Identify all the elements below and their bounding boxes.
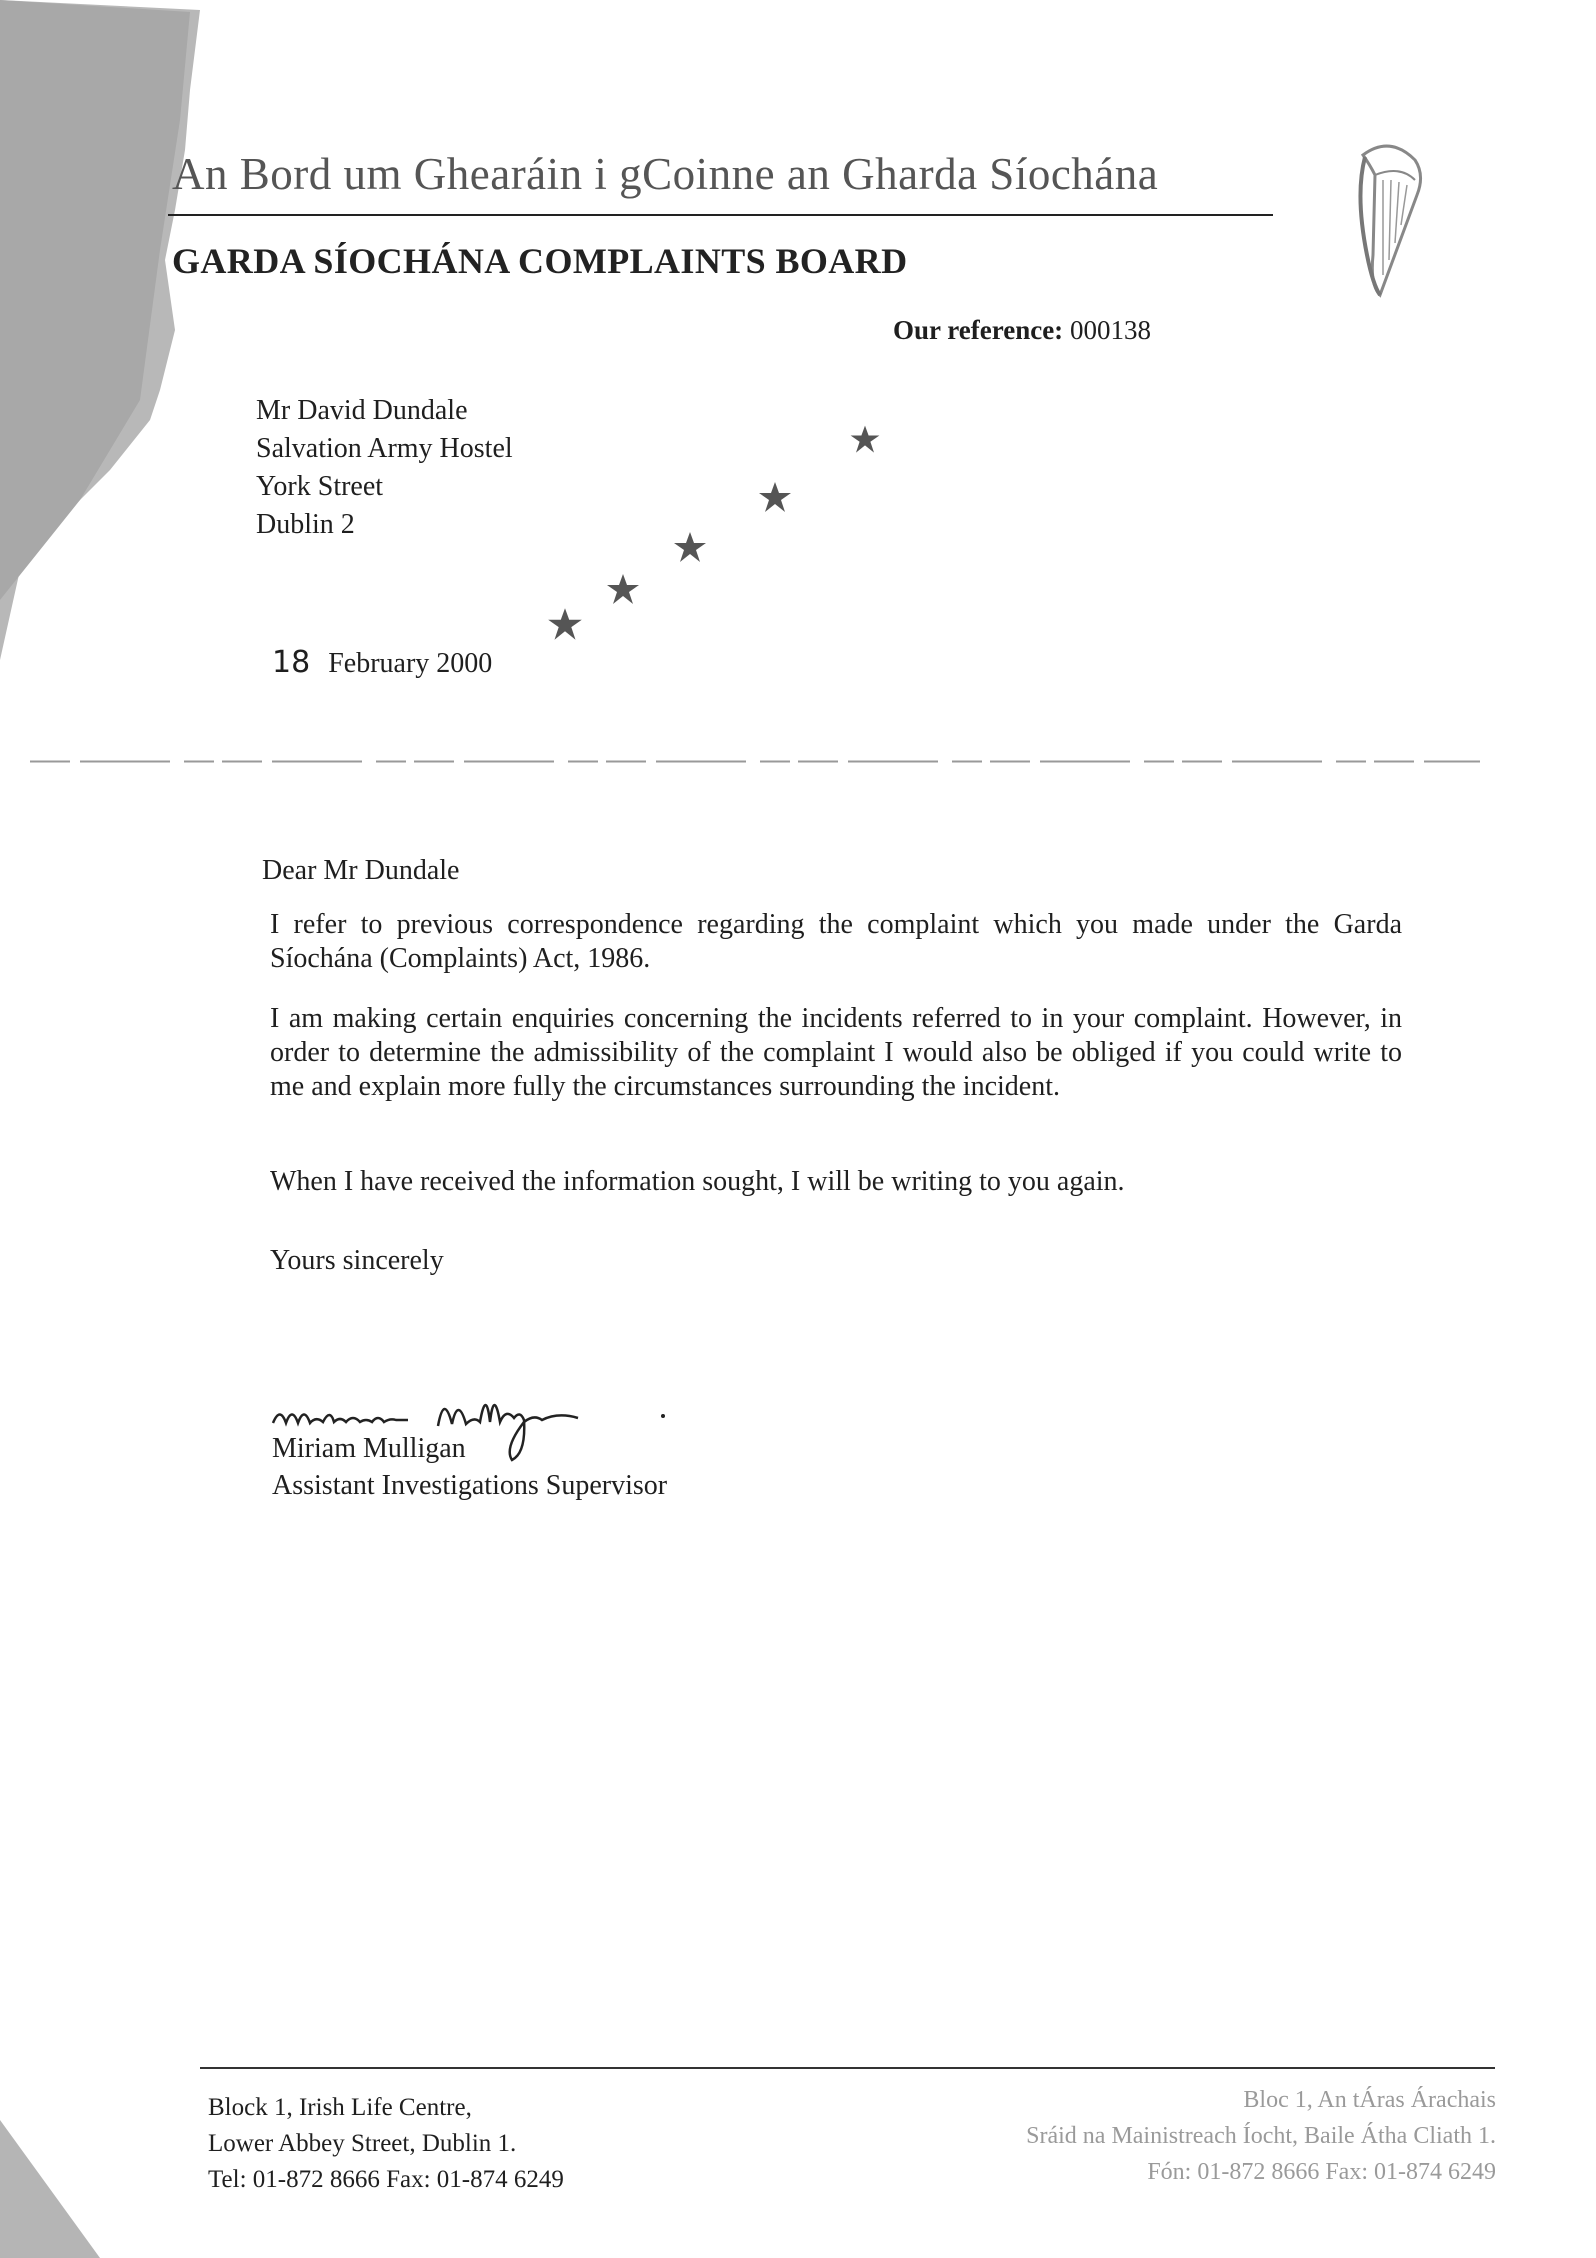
letterhead-english-title: GARDA SÍOCHÁNA COMPLAINTS BOARD [172, 241, 908, 281]
stamped-stars-decoration [525, 420, 905, 660]
date-day: 18 [272, 645, 311, 680]
footer-line: Sráid na Mainistreach Íocht, Baile Átha Cliath 1. [1026, 2123, 1496, 2149]
scan-corner-shadow [0, 2100, 100, 2258]
footer-contact: Tel: 01-872 8666 Fax: 01-874 6249 [208, 2166, 564, 2193]
recipient-name: Mr David Dundale [256, 395, 468, 426]
reference-value: 000138 [1069, 315, 1151, 345]
footer-line: Bloc 1, An tÁras Árachais [1243, 2087, 1496, 2113]
harp-icon [1345, 135, 1435, 305]
scan-shadow-edge [0, 0, 220, 660]
footer-address-irish [1026, 2082, 1496, 2190]
signatory-name: Miriam Mulligan [272, 1433, 466, 1464]
footer-line: Block 1, Irish Life Centre, [208, 2094, 472, 2121]
star-icon [674, 532, 706, 562]
footer-rule [200, 2067, 1495, 2069]
star-icon [759, 482, 791, 512]
closing: Yours sincerely [270, 1245, 444, 1276]
reference-number [893, 315, 1151, 346]
fold-line [30, 760, 1480, 763]
star-icon [548, 608, 582, 640]
footer-contact: Fón: 01-872 8666 Fax: 01-874 6249 [1147, 2159, 1496, 2185]
body-paragraph: I am making certain enquiries concerning the incidents referred to in your complaint. However, in order to determine the admissibility of the complaint I would also be obliged if you could write to me and explain more fully the circumstances surrounding the incident. [270, 1003, 1402, 1102]
letterhead-rule [168, 214, 1273, 216]
address-line: Salvation Army Hostel [256, 433, 513, 464]
signatory-title: Assistant Investigations Supervisor [272, 1470, 668, 1501]
salutation: Dear Mr Dundale [262, 855, 460, 886]
address-line: York Street [256, 471, 384, 502]
body-paragraph: I refer to previous correspondence regarding the complaint which you made under the Garda Síochána (Complaints) Act, 1986. [270, 909, 1402, 974]
address-line: Dublin 2 [256, 509, 355, 540]
footer-line: Lower Abbey Street, Dublin 1. [208, 2130, 517, 2157]
letter-date [272, 645, 492, 680]
star-icon [607, 574, 639, 604]
footer-address-english [208, 2090, 564, 2198]
star-icon [851, 426, 880, 453]
letterhead-irish-title: An Bord um Ghearáin i gCoinne an Gharda Síochána [172, 149, 1159, 199]
body-paragraph: When I have received the information sought, I will be writing to you again. [270, 1166, 1125, 1197]
reference-label: Our reference: [893, 315, 1064, 345]
date-month-year: February 2000 [328, 648, 493, 679]
